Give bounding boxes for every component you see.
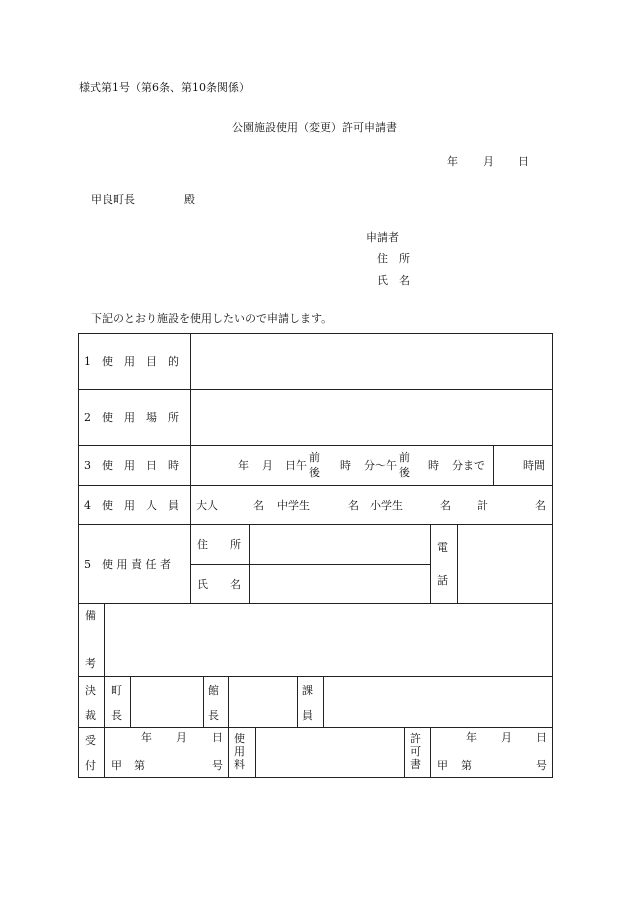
- phone-field[interactable]: [459, 526, 550, 602]
- hall-head-bottom: 長: [208, 709, 219, 722]
- junior-high-label: 中学生: [277, 499, 310, 512]
- phone-label-bottom: 話: [437, 574, 448, 587]
- elementary-unit: 名: [440, 499, 451, 512]
- ampm2-bottom: 後: [399, 466, 410, 479]
- row-place-label: 2 使 用 場 所: [84, 411, 179, 424]
- row-people-label: 4 使 用 人 員: [84, 499, 179, 512]
- dt-month: 月: [262, 459, 273, 472]
- section-staff-bottom: 員: [302, 709, 313, 722]
- permit-kou: 甲: [437, 759, 448, 772]
- reception-day: 日: [212, 731, 223, 744]
- dt-hour1: 時: [340, 459, 351, 472]
- date-year-label: 年: [447, 155, 458, 168]
- remarks-label-top: 備: [85, 609, 96, 622]
- remarks-field[interactable]: [106, 605, 550, 674]
- adult-unit: 名: [253, 499, 264, 512]
- applicant-label: 申請者: [366, 231, 399, 244]
- permit-year: 年: [466, 731, 477, 744]
- responsible-address-field[interactable]: [251, 526, 428, 562]
- total-label: 計: [477, 499, 488, 512]
- permit-gou: 号: [536, 759, 547, 772]
- permit-label-1: 許: [410, 732, 421, 745]
- document-title: 公園施設使用（変更）許可申請書: [232, 121, 397, 134]
- row-purpose-label: 1 使 用 目 的: [84, 355, 179, 368]
- place-field[interactable]: [192, 391, 550, 443]
- dt-min2: 分まで: [452, 459, 485, 472]
- reception-kou: 甲: [111, 759, 122, 772]
- permit-day: 日: [536, 731, 547, 744]
- intro-text: 下記のとおり施設を使用したいので申請します。: [91, 312, 333, 325]
- applicant-name-label: 氏 名: [377, 274, 410, 287]
- junior-high-unit: 名: [348, 499, 359, 512]
- section-staff-top: 課: [302, 684, 313, 697]
- dt-day: 日午: [285, 459, 307, 472]
- responsible-name-field[interactable]: [251, 566, 428, 602]
- dt-year: 年: [238, 459, 249, 472]
- kessai-top: 決: [85, 684, 96, 697]
- ampm1-top: 前: [309, 451, 320, 464]
- kessai-bottom: 裁: [85, 709, 96, 722]
- reception-year: 年: [141, 731, 152, 744]
- ampm2-top: 前: [399, 451, 410, 464]
- form-number: 様式第1号（第6条、第10条関係）: [79, 81, 250, 94]
- reception-gou: 号: [212, 759, 223, 772]
- reception-top: 受: [85, 734, 96, 747]
- total-unit: 名: [535, 499, 546, 512]
- phone-label-top: 電: [437, 541, 448, 554]
- responsible-name-label: 氏 名: [197, 578, 241, 591]
- reception-bottom: 付: [85, 759, 96, 772]
- fee-field[interactable]: [257, 729, 402, 775]
- permit-dai: 第: [461, 759, 472, 772]
- remarks-label-bottom: 考: [85, 657, 96, 670]
- hall-head-top: 館: [208, 684, 219, 697]
- reception-month: 月: [176, 731, 187, 744]
- dt-hour2: 時: [428, 459, 439, 472]
- elementary-label: 小学生: [370, 499, 403, 512]
- dt-hours: 時間: [523, 459, 545, 472]
- adult-label: 大人: [196, 499, 218, 512]
- applicant-address-label: 住 所: [377, 252, 410, 265]
- purpose-field[interactable]: [192, 335, 550, 387]
- date-day-label: 日: [518, 155, 529, 168]
- town-head-top: 町: [111, 684, 122, 697]
- fee-label-1: 使: [234, 732, 245, 745]
- row-datetime-label: 3 使 用 日 時: [84, 459, 179, 472]
- permit-label-2: 可: [410, 745, 421, 758]
- fee-label-2: 用: [234, 745, 245, 758]
- permit-label-3: 書: [410, 758, 421, 771]
- permit-month: 月: [501, 731, 512, 744]
- dt-min1: 分～午: [364, 459, 397, 472]
- reception-dai: 第: [134, 759, 145, 772]
- ampm1-bottom: 後: [309, 466, 320, 479]
- town-head-bottom: 長: [111, 709, 122, 722]
- date-month-label: 月: [483, 155, 494, 168]
- addressee: 甲良町長: [91, 193, 135, 206]
- honorific: 殿: [184, 193, 195, 206]
- row-responsible-label: 5 使 用 責 任 者: [84, 558, 171, 571]
- responsible-address-label: 住 所: [197, 538, 241, 551]
- fee-label-3: 料: [234, 758, 245, 771]
